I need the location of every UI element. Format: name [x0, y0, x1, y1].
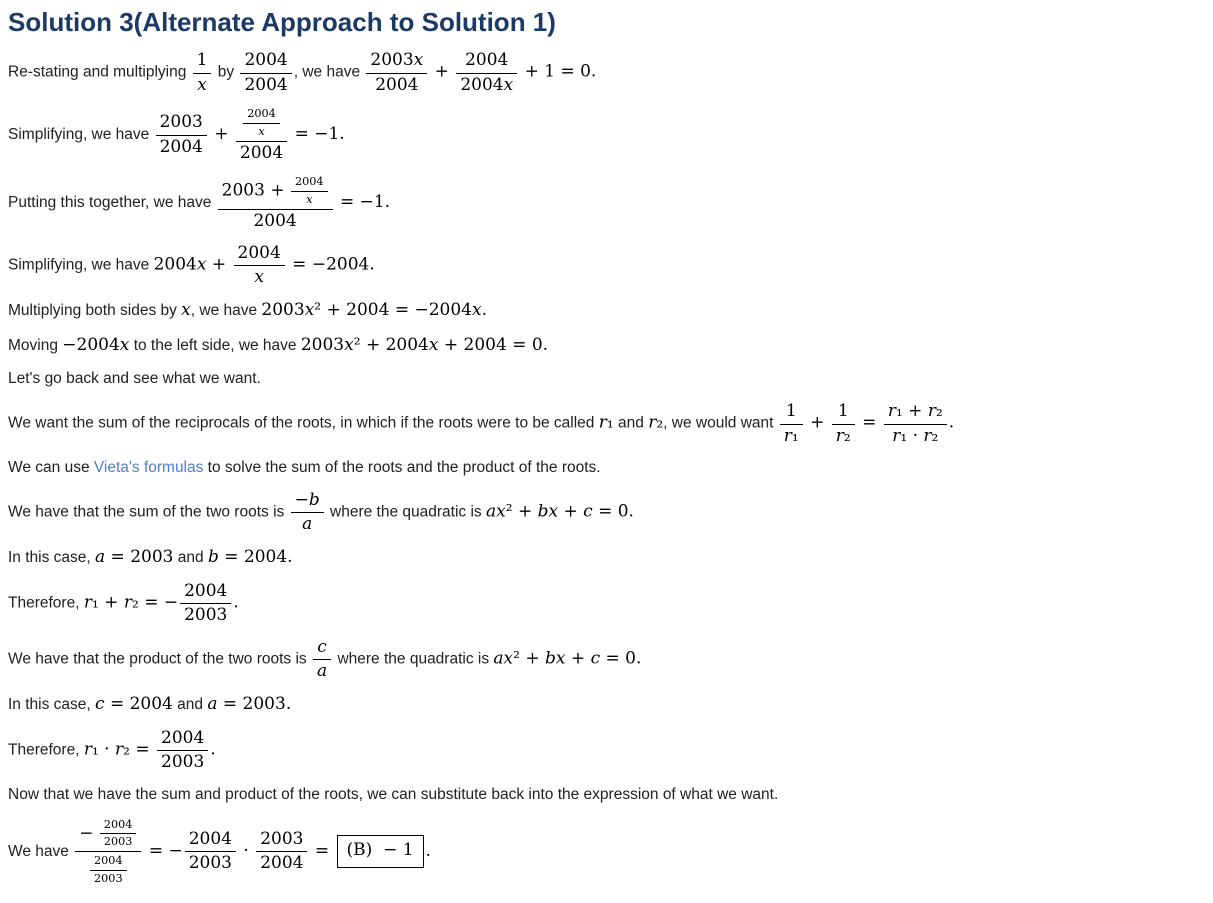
math-run: 2003	[94, 872, 123, 886]
fraction-numerator	[156, 112, 207, 136]
text-run: We want the sum of the reciprocals of the roots, in which if the roots were to be called	[8, 414, 599, 432]
math-run: r₂	[835, 425, 851, 446]
math-run: 2004	[260, 853, 304, 874]
fraction-denominator	[366, 74, 427, 96]
fraction-numerator	[157, 728, 208, 752]
fraction-denominator	[75, 852, 141, 886]
text-run: Let's go back and see what we want.	[8, 370, 261, 388]
math-run: a	[317, 661, 328, 682]
math-run: .	[425, 840, 431, 861]
paragraph	[8, 581, 1205, 626]
text-run: and	[172, 695, 208, 713]
math-run: +	[208, 123, 234, 144]
paragraph	[8, 174, 1205, 231]
math-run: 2004	[244, 50, 288, 70]
math-run: = −2004.	[286, 254, 375, 275]
math-run: 2003x² + 2004x + 2004 = 0.	[300, 334, 549, 355]
page-title: Solution 3(Alternate Approach to Solution 1)	[8, 7, 556, 37]
fraction-numerator	[366, 50, 427, 74]
paragraph	[8, 368, 1205, 390]
paragraph	[8, 457, 1205, 479]
text-run: to the left side, we have	[129, 336, 301, 354]
fraction-denominator	[157, 751, 208, 773]
fraction-denominator	[193, 74, 212, 96]
fraction-numerator	[243, 107, 280, 124]
math-run: r₁ · r₂	[892, 425, 939, 446]
math-run: .	[210, 739, 216, 760]
text-run: In this case,	[8, 695, 96, 713]
fraction	[366, 50, 427, 95]
fraction	[180, 581, 231, 626]
math-run: ·	[237, 840, 255, 861]
math-run: 2004	[103, 817, 133, 831]
math-run: 2004x +	[153, 254, 232, 275]
math-run: 2003x	[370, 50, 424, 70]
fraction	[456, 50, 517, 95]
paragraph	[8, 784, 1205, 806]
fraction-denominator	[100, 834, 137, 849]
fraction-denominator	[236, 142, 287, 164]
text-run: , we would want	[663, 414, 778, 432]
math-run: c	[317, 636, 327, 657]
math-run: 2004	[375, 74, 419, 95]
math-run: 2004	[247, 107, 276, 121]
fraction-denominator	[456, 74, 517, 96]
math-run: x	[306, 193, 313, 207]
math-run: = −1.	[289, 123, 345, 144]
math-run: 2003	[161, 752, 205, 773]
math-run: 2004	[188, 828, 232, 849]
math-run: 2004	[184, 580, 228, 601]
math-run: a = 2003	[95, 547, 174, 567]
fraction-denominator	[291, 513, 324, 535]
paragraph	[8, 693, 1205, 717]
text-run: , we have	[293, 63, 365, 81]
fraction-denominator	[313, 660, 331, 682]
math-run: 1	[837, 401, 849, 422]
math-run: +	[804, 412, 830, 433]
fraction-numerator	[256, 829, 307, 853]
math-run: 2004x	[460, 74, 514, 95]
fraction	[100, 818, 137, 850]
math-run: 2004	[237, 242, 281, 263]
text-run: where the quadratic is	[325, 503, 486, 521]
math-run: x	[181, 299, 191, 320]
fraction-denominator	[243, 124, 280, 139]
vietas-formulas-link[interactable]: Vieta's formulas	[93, 459, 204, 477]
fraction	[218, 174, 333, 231]
fraction-numerator	[75, 817, 141, 853]
fraction-numerator	[234, 243, 285, 267]
text-run: where the quadratic is	[333, 650, 494, 668]
math-run: r₂	[648, 412, 664, 433]
fraction-denominator	[291, 192, 328, 207]
math-run: 2004	[465, 50, 509, 70]
text-run: In this case,	[8, 549, 96, 566]
boxed-answer: (B) − 1	[337, 835, 424, 868]
math-run: −b	[294, 489, 320, 510]
math-run: =	[309, 840, 335, 861]
fraction-denominator	[240, 74, 291, 96]
math-run: 1	[196, 50, 208, 70]
text-run: We have that the product of the two roots is	[8, 650, 311, 668]
paragraph	[8, 243, 1205, 288]
math-run: 2004	[253, 211, 297, 232]
math-run: 2003	[159, 112, 203, 133]
fraction	[291, 490, 324, 535]
fraction-numerator	[240, 50, 291, 74]
text-run: Therefore,	[8, 741, 84, 759]
math-run: = −1.	[334, 192, 391, 213]
fraction-denominator	[156, 136, 207, 158]
fraction-numerator	[884, 401, 947, 425]
fraction	[75, 817, 141, 887]
text-run: Putting this together, we have	[8, 194, 216, 212]
paragraph	[8, 546, 1205, 570]
fraction	[157, 728, 208, 773]
math-run: x	[258, 124, 265, 138]
math-run: c = 2004	[95, 693, 173, 714]
fraction	[291, 175, 328, 207]
text-run: Moving	[8, 336, 63, 354]
fraction-numerator	[236, 106, 287, 142]
fraction-numerator	[291, 175, 328, 192]
math-run: r₁ · r₂ =	[83, 739, 155, 760]
fraction-denominator	[780, 425, 803, 447]
math-run: 2004	[239, 142, 284, 163]
math-run: 2004	[159, 136, 203, 157]
math-run: r₁	[598, 412, 614, 433]
math-run: r₁	[783, 425, 799, 446]
math-run: ax² + bx + c = 0.	[485, 501, 634, 522]
fraction	[780, 401, 803, 446]
fraction-numerator	[780, 401, 803, 425]
math-run: +	[429, 61, 455, 82]
text-run: by	[213, 63, 239, 81]
fraction-denominator	[884, 425, 947, 447]
fraction	[90, 854, 127, 886]
text-run: and	[613, 414, 649, 432]
math-run: 2003 +	[221, 180, 290, 201]
text-run: Multiplying both sides by	[8, 301, 182, 319]
fraction-numerator	[832, 401, 855, 425]
fraction	[234, 243, 285, 288]
math-run: 2003x² + 2004 = −2004x.	[261, 299, 487, 320]
text-run: Now that we have the sum and product of the roots, we can substitute back into the expression of what we want.	[8, 785, 779, 803]
text-run: Simplifying, we have	[8, 125, 154, 143]
fraction-denominator	[90, 871, 127, 886]
paragraph	[8, 637, 1205, 682]
fraction-denominator	[185, 852, 236, 874]
fraction	[884, 401, 947, 446]
paragraph	[8, 106, 1205, 163]
text-run: Re-stating and multiplying	[8, 63, 191, 81]
math-run: −2004x	[62, 334, 130, 355]
math-run: −	[79, 822, 99, 843]
text-run: Therefore,	[8, 594, 84, 612]
fraction	[240, 50, 291, 95]
text-run: and	[173, 549, 208, 566]
text-run: to solve the sum of the roots and the product of the roots.	[203, 459, 601, 477]
fraction-denominator	[256, 852, 307, 874]
paragraph	[8, 817, 1205, 887]
fraction	[236, 106, 287, 163]
math-run: 1	[785, 401, 797, 422]
math-run: 2004	[295, 175, 324, 189]
math-run: 2003	[184, 605, 228, 626]
text-run: We can use	[8, 459, 94, 477]
paragraph	[8, 490, 1205, 535]
fraction-numerator	[185, 829, 236, 853]
paragraph	[8, 728, 1205, 773]
fraction-numerator	[313, 637, 331, 661]
math-run: b = 2004.	[207, 547, 293, 567]
paragraph	[8, 334, 1205, 358]
fraction-denominator	[234, 266, 285, 288]
math-run: 2003	[188, 853, 232, 874]
text-run: We have	[8, 842, 74, 860]
fraction-denominator	[180, 604, 231, 626]
text-run: , we have	[190, 301, 262, 319]
math-run: 2004	[94, 854, 123, 868]
math-run: r₁ + r₂	[887, 401, 943, 422]
paragraph	[8, 50, 1205, 95]
math-run: x	[254, 267, 264, 288]
text-run: Simplifying, we have	[8, 256, 154, 274]
fraction	[832, 401, 855, 446]
math-run: 2004	[161, 727, 205, 748]
math-run: = −	[143, 840, 183, 861]
math-run: =	[856, 412, 882, 433]
fraction	[156, 112, 207, 157]
fraction	[193, 50, 212, 95]
math-run: + 1 = 0.	[519, 61, 597, 82]
math-run: 2003	[103, 835, 133, 849]
solution-paragraphs	[8, 50, 1205, 886]
fraction-numerator	[218, 174, 333, 210]
math-run: .	[948, 412, 955, 433]
fraction-numerator	[100, 818, 137, 835]
math-run: a = 2003.	[207, 693, 292, 714]
math-run: ax² + bx + c = 0.	[493, 648, 642, 669]
paragraph	[8, 401, 1205, 446]
fraction-denominator	[218, 210, 333, 232]
math-run: x	[197, 74, 207, 95]
fraction-numerator	[90, 854, 127, 871]
fraction	[256, 829, 307, 874]
fraction	[313, 637, 331, 682]
math-run: .	[233, 592, 239, 613]
fraction	[243, 107, 280, 139]
fraction-numerator	[291, 490, 324, 514]
fraction	[185, 829, 236, 874]
math-run: 2003	[260, 828, 304, 849]
fraction-numerator	[180, 581, 231, 605]
math-run: r₁ + r₂ = −	[83, 592, 179, 613]
paragraph	[8, 299, 1205, 323]
math-run: 2004	[244, 74, 288, 95]
fraction-numerator	[193, 50, 212, 74]
fraction-denominator	[832, 425, 855, 447]
fraction-numerator	[456, 50, 517, 74]
math-run: a	[302, 514, 313, 535]
text-run: We have that the sum of the two roots is	[8, 503, 289, 521]
